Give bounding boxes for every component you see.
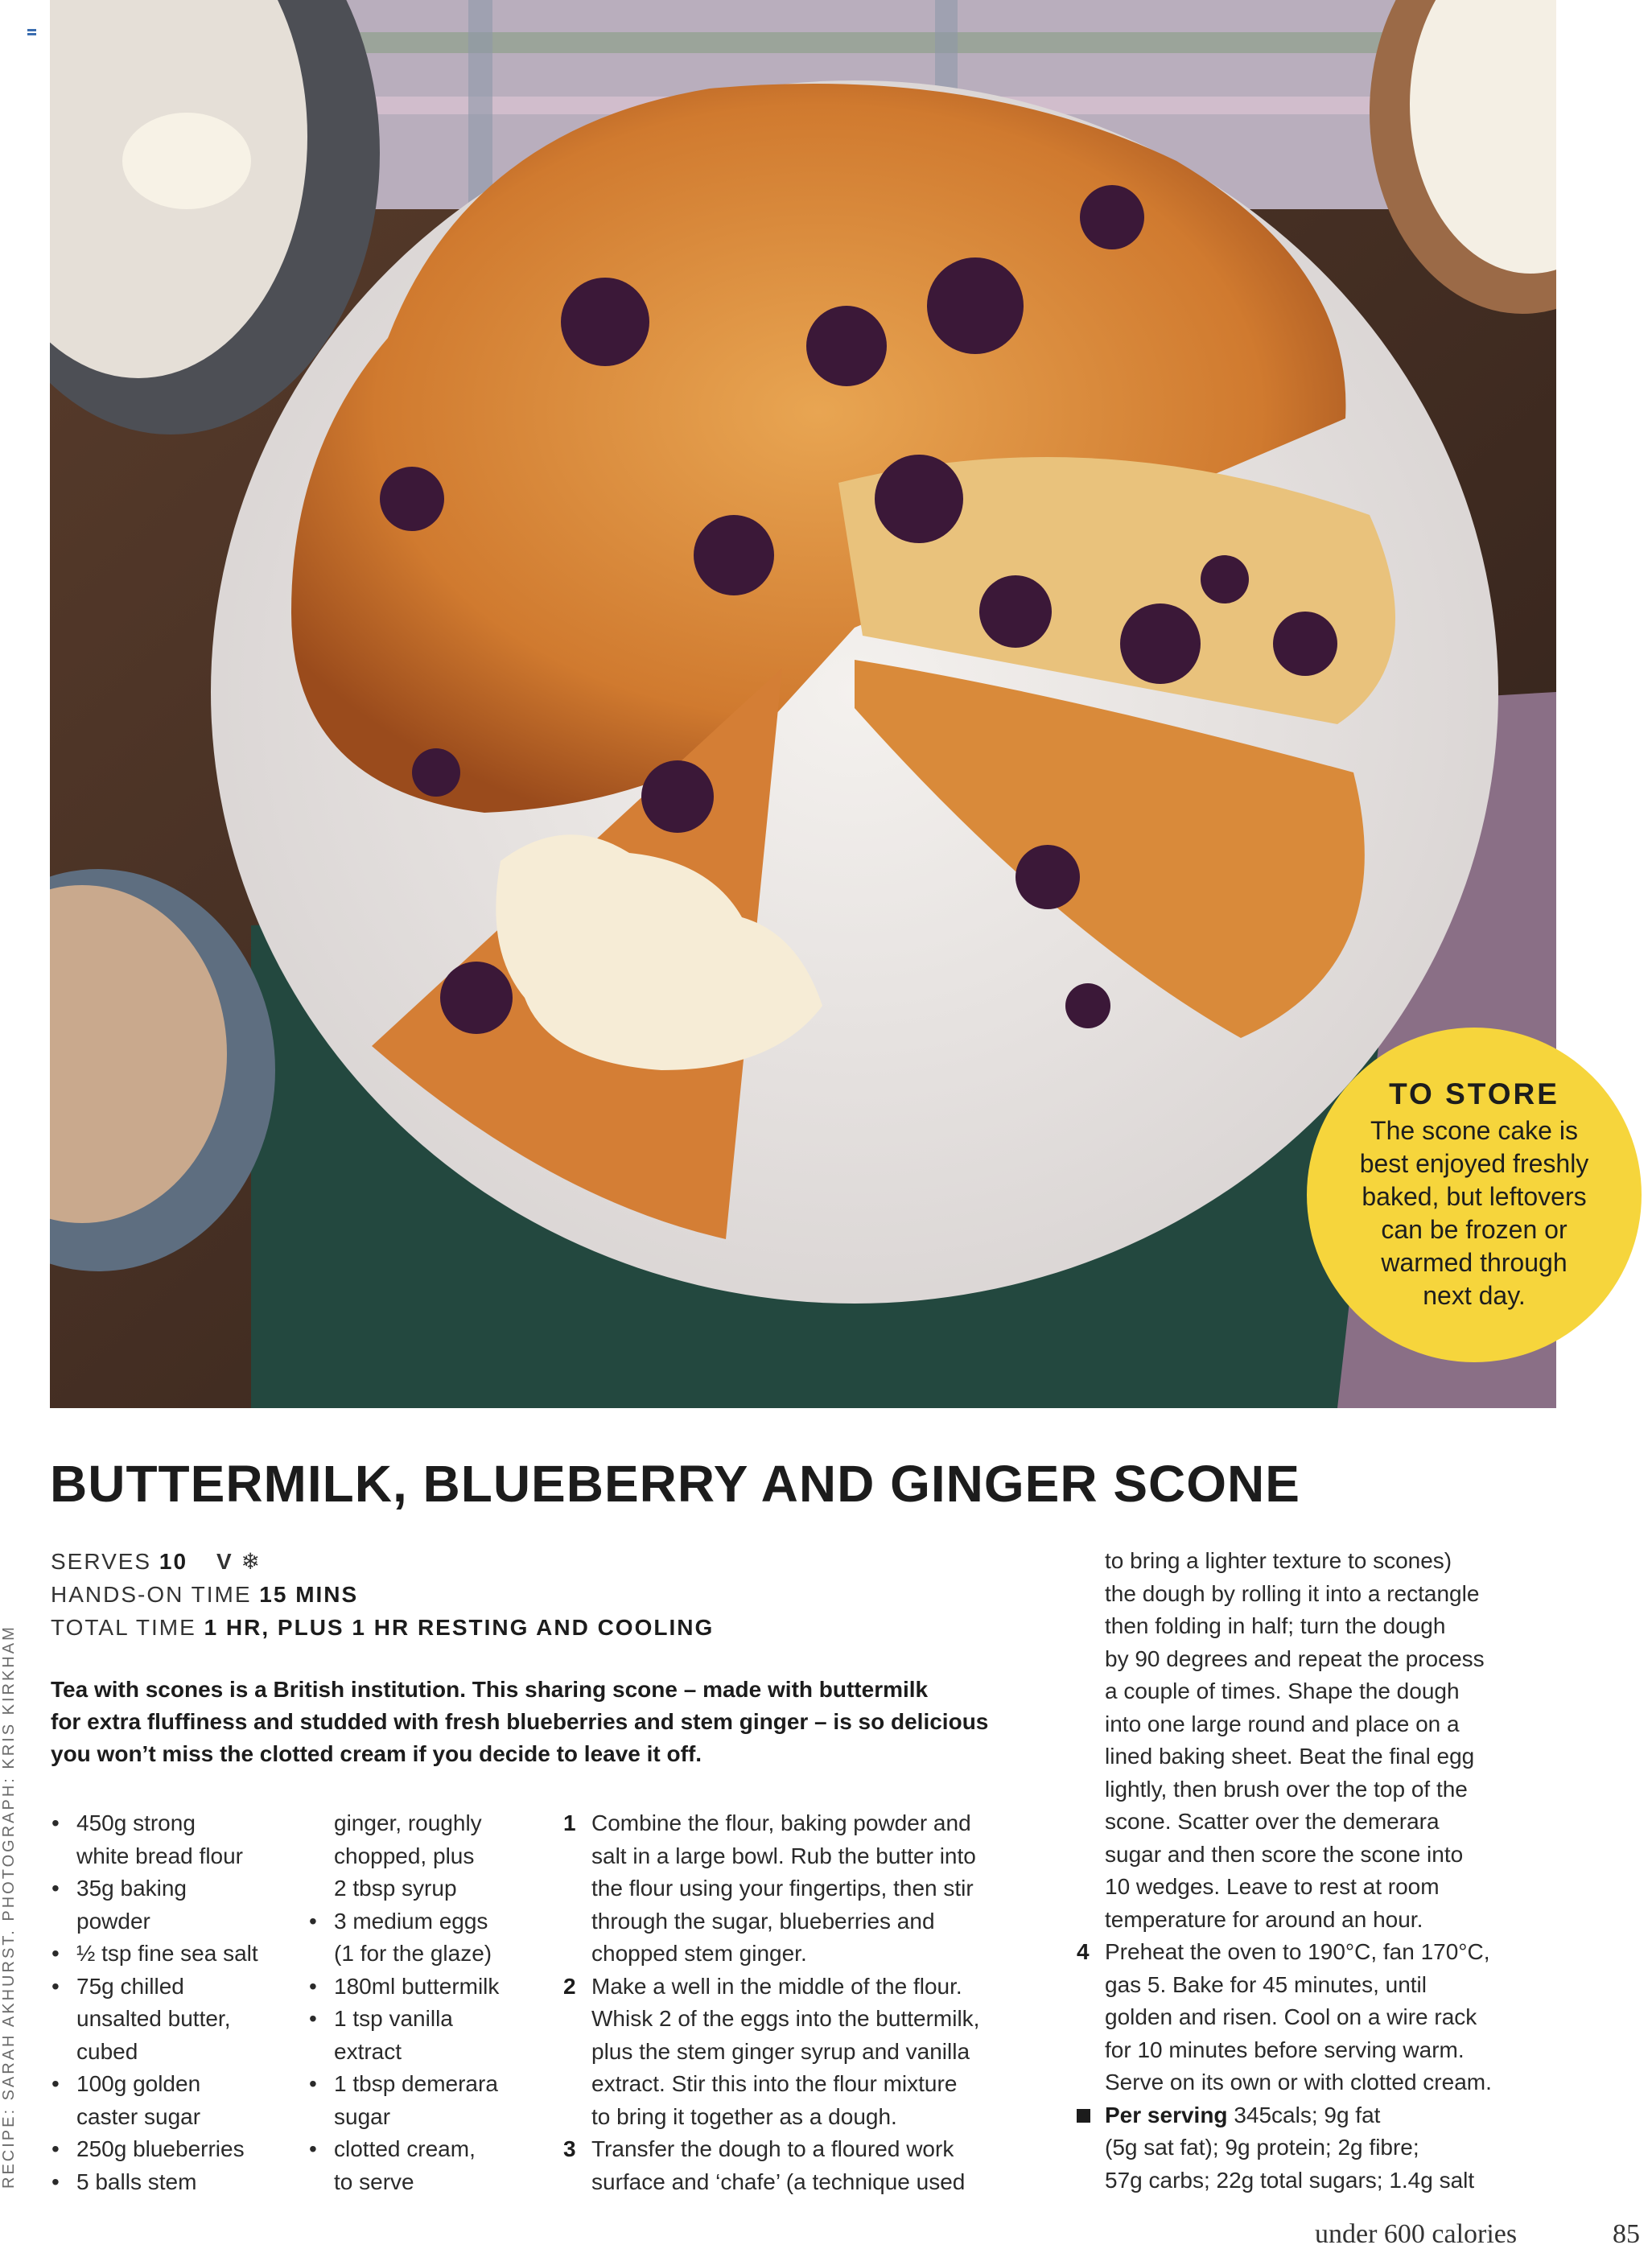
intro-line: you won’t miss the clotted cream if you decide to leave it off. xyxy=(51,1741,702,1766)
corner-mark-icon xyxy=(27,29,36,38)
nutrition-line: (5g sat fat); 9g protein; 2g fibre; xyxy=(1105,2135,1419,2160)
hands-on-value: 15 MINS xyxy=(259,1582,359,1607)
recipe-intro xyxy=(51,1674,1040,1770)
ingredient-item: (1 for the glaze) xyxy=(334,1941,492,1966)
serves-label: SERVES xyxy=(51,1549,152,1574)
hands-on-label: HANDS-ON TIME xyxy=(51,1582,252,1607)
step-line: Preheat the oven to 190°C, fan 170°C, xyxy=(1105,1939,1490,1964)
step-line: lightly, then brush over the top of the xyxy=(1105,1776,1468,1802)
ingredient-item: to serve xyxy=(334,2169,414,2194)
step-line: salt in a large bowl. Rub the butter into xyxy=(591,1843,976,1868)
step-number: 4 xyxy=(1077,1939,1090,1964)
intro-line: Tea with scones is a British institution. This sharing scone – made with buttermilk xyxy=(51,1677,929,1702)
store-text xyxy=(1360,1114,1589,1312)
ingredient-item: unsalted butter, xyxy=(76,2006,231,2031)
store-line: best enjoyed freshly xyxy=(1359,1149,1589,1178)
store-line: warmed through xyxy=(1381,1248,1568,1277)
step-line: 10 wedges. Leave to rest at room xyxy=(1105,1874,1440,1899)
ingredients-column-1 xyxy=(51,1807,309,2198)
step-line: the flour using your fingertips, then stir xyxy=(591,1876,974,1901)
method-column-2 xyxy=(1077,1545,1559,2197)
nutrition-line xyxy=(1105,2099,1559,2132)
ingredient-item: • 450g strong xyxy=(51,1807,309,1840)
ingredient-item: extract xyxy=(334,2038,402,2064)
step-line: lined baking sheet. Beat the final egg xyxy=(1105,1744,1475,1769)
ingredient-item: ginger, roughly xyxy=(334,1810,482,1835)
ingredient-item: • 35g baking xyxy=(51,1872,309,1905)
store-title: TO STORE xyxy=(1389,1077,1559,1110)
step-number: 3 xyxy=(563,2136,576,2161)
diet-marks: V ❄ xyxy=(216,1549,262,1574)
ingredient-item: chopped, plus xyxy=(334,1843,475,1868)
ingredient-item: • 100g golden xyxy=(51,2068,309,2101)
step-number: 1 xyxy=(563,1810,576,1835)
hands-on-row xyxy=(51,1578,714,1611)
ingredient-item: • 180ml buttermilk xyxy=(309,1971,550,2004)
nutrition-info xyxy=(1077,2099,1559,2197)
step-line: Make a well in the middle of the flour. xyxy=(591,1973,962,1999)
step-line: for 10 minutes before serving warm. xyxy=(1105,2037,1465,2062)
ingredient-item: • ½ tsp fine sea salt xyxy=(51,1938,309,1971)
step-line: then folding in half; turn the dough xyxy=(1105,1613,1446,1638)
intro-line: for extra fluffiness and studded with fresh blueberries and stem ginger – is so delicious xyxy=(51,1709,989,1734)
recipe-title: BUTTERMILK, BLUEBERRY AND GINGER SCONE xyxy=(50,1455,1300,1513)
step-line: through the sugar, blueberries and xyxy=(591,1908,935,1934)
step-line: Combine the flour, baking powder and xyxy=(591,1810,971,1835)
step-line: the dough by rolling it into a rectangle xyxy=(1105,1580,1480,1606)
ingredient-item: • 3 medium eggs xyxy=(309,1905,550,1938)
step-line: to bring a lighter texture to scones) xyxy=(1105,1548,1452,1573)
ingredient-item: sugar xyxy=(334,2103,391,2129)
store-line: can be frozen or xyxy=(1381,1215,1568,1244)
method-step-3 xyxy=(563,2133,1046,2198)
ingredient-item: caster sugar xyxy=(76,2103,201,2129)
to-store-badge xyxy=(1307,1028,1642,1362)
ingredients-column-2 xyxy=(309,1807,550,2198)
step-line: surface and ‘chafe’ (a technique used xyxy=(591,2169,966,2194)
photo-credit: RECIPE: SARAH AKHURST. PHOTOGRAPH: KRIS KIRKHAM xyxy=(0,1625,18,2189)
step-line: Whisk 2 of the eggs into the buttermilk, xyxy=(591,2006,980,2031)
page-number: 85 xyxy=(1613,2219,1640,2249)
step-line: golden and risen. Cool on a wire rack xyxy=(1105,2004,1477,2029)
recipe-meta xyxy=(51,1545,714,1644)
footer-section: under 600 calories xyxy=(1315,2219,1518,2249)
ingredient-item: cubed xyxy=(76,2038,138,2064)
method-step-2 xyxy=(563,1971,1046,2134)
step-line: a couple of times. Shape the dough xyxy=(1105,1678,1460,1703)
square-bullet-icon xyxy=(1077,2109,1090,2123)
ingredient-item: powder xyxy=(76,1908,150,1934)
per-serving-label: Per serving xyxy=(1105,2102,1228,2127)
serves-value: 10 xyxy=(159,1549,188,1574)
step-number: 2 xyxy=(563,1973,576,1999)
step-line: chopped stem ginger. xyxy=(591,1941,807,1966)
step-line: Serve on its own or with clotted cream. xyxy=(1105,2070,1492,2094)
ingredient-item: • 250g blueberries xyxy=(51,2133,309,2166)
ingredient-item: 2 tbsp syrup xyxy=(334,1876,457,1901)
step-line: scone. Scatter over the demerara xyxy=(1105,1809,1440,1834)
step-line: gas 5. Bake for 45 minutes, until xyxy=(1105,1971,1427,1997)
serves-row xyxy=(51,1545,714,1578)
ingredient-item: • 75g chilled xyxy=(51,1971,309,2004)
step-line: extract. Stir this into the flour mixture xyxy=(591,2071,958,2096)
total-time-label: TOTAL TIME xyxy=(51,1615,196,1640)
nutrition-line: 57g carbs; 22g total sugars; 1.4g salt xyxy=(1105,2167,1475,2193)
total-time-value: 1 HR, PLUS 1 HR RESTING AND COOLING xyxy=(204,1615,715,1640)
method-step-3-continued xyxy=(1077,1545,1559,1936)
store-line: next day. xyxy=(1423,1281,1526,1310)
ingredient-item: white bread flour xyxy=(76,1843,244,1868)
step-line: Transfer the dough to a floured work xyxy=(591,2136,954,2161)
step-line: sugar and then score the scone into xyxy=(1105,1841,1464,1867)
step-line: plus the stem ginger syrup and vanilla xyxy=(591,2038,970,2064)
ingredient-item: • 5 balls stem xyxy=(51,2166,309,2199)
step-line: temperature for around an hour. xyxy=(1105,1906,1423,1932)
method-column-1 xyxy=(563,1807,1046,2198)
method-step-4 xyxy=(1077,1936,1559,2099)
ingredient-item: • clotted cream, xyxy=(309,2133,550,2166)
step-line: by 90 degrees and repeat the process xyxy=(1105,1645,1485,1671)
ingredient-item: • 1 tbsp demerara xyxy=(309,2068,550,2101)
store-line: baked, but leftovers xyxy=(1362,1182,1587,1211)
method-step-1 xyxy=(563,1807,1046,1971)
ingredient-item: • 1 tsp vanilla xyxy=(309,2003,550,2036)
step-line: into one large round and place on a xyxy=(1105,1711,1460,1736)
step-line: to bring it together as a dough. xyxy=(591,2103,897,2129)
nutrition-text: 345cals; 9g fat xyxy=(1234,2102,1381,2127)
store-line: The scone cake is xyxy=(1370,1116,1578,1145)
total-time-row xyxy=(51,1611,714,1644)
